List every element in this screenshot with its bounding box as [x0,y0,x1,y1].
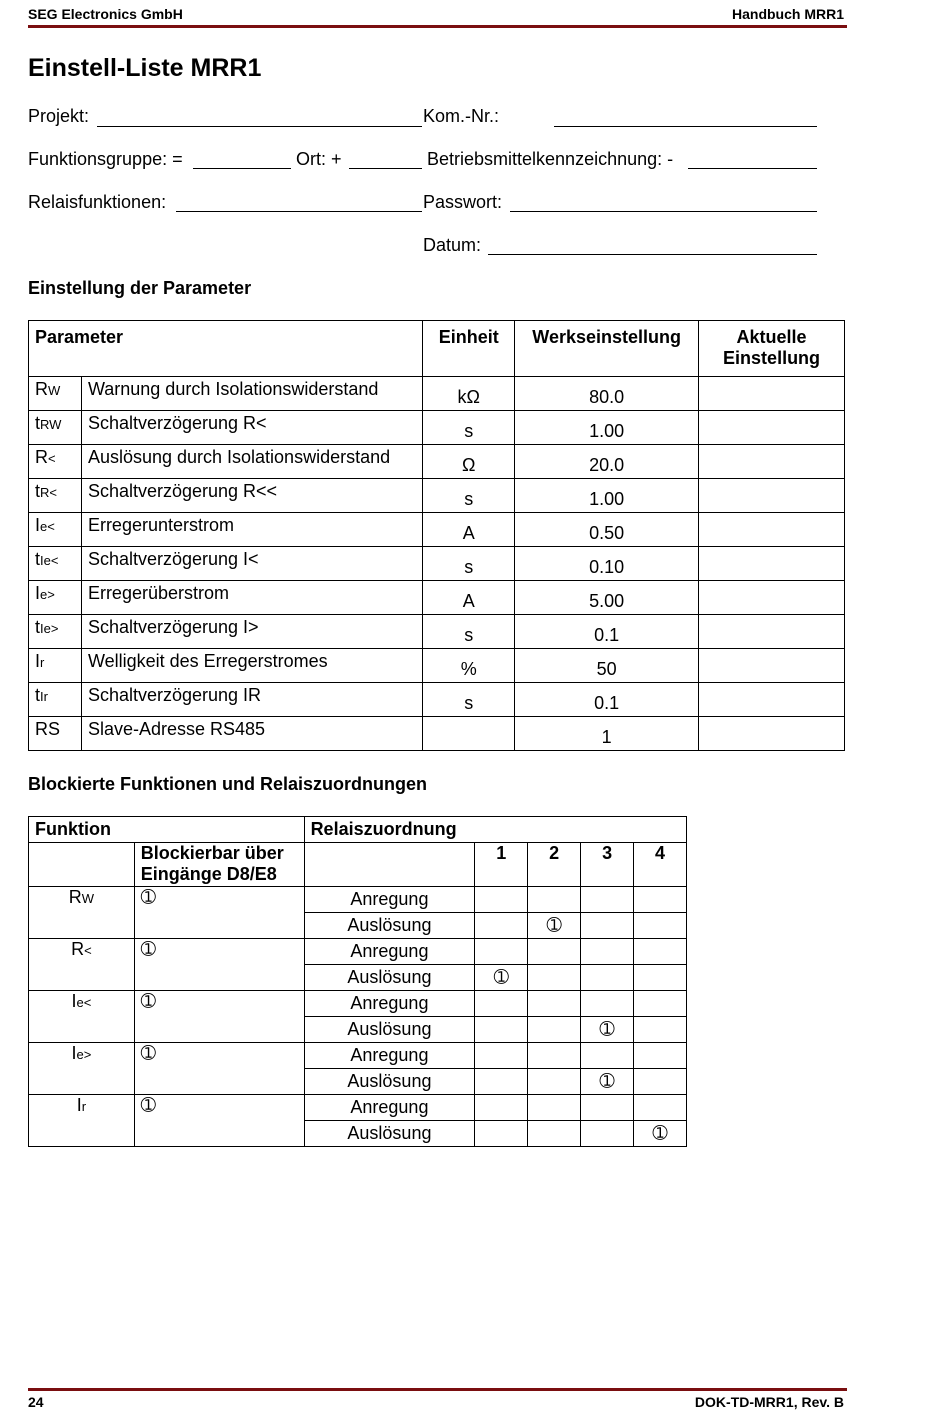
relaisfunktionen-field[interactable] [176,211,422,212]
param-symbol: RS [29,717,82,751]
param-description: Schaltverzögerung I< [81,547,422,581]
relay-event-auslosung: Auslösung [304,913,475,939]
relay-cell-4[interactable] [634,1017,687,1043]
blockable-mark: ➀ [134,1043,304,1095]
relay-cell-2[interactable] [528,1017,581,1043]
relay-cell-1[interactable] [475,887,528,913]
col-header-blockierbar: Blockierbar über Eingänge D8/E8 [134,843,304,887]
datum-label: Datum: [423,235,482,255]
relay-event-anregung: Anregung [304,887,475,913]
relay-cell-1[interactable] [475,991,528,1017]
relay-event-auslosung: Auslösung [304,965,475,991]
relay-cell-2[interactable] [528,1121,581,1147]
col-header-aktuelle: Aktuelle Einstellung [699,321,845,377]
relay-number-4: 4 [634,843,687,887]
param-unit: kΩ [423,377,515,411]
relay-event-anregung: Anregung [304,991,475,1017]
relay-event-anregung: Anregung [304,1043,475,1069]
relay-cell-2[interactable] [528,965,581,991]
relay-event-auslosung: Auslösung [304,1121,475,1147]
param-unit: s [423,547,515,581]
param-current-value[interactable] [699,683,845,717]
param-symbol: tIr [29,683,82,717]
param-current-value[interactable] [699,547,845,581]
relay-cell-2[interactable]: ➀ [528,913,581,939]
relay-cell-3[interactable]: ➀ [581,1017,634,1043]
relay-cell-1[interactable] [475,913,528,939]
param-current-value[interactable] [699,513,845,547]
relay-cell-1[interactable]: ➀ [475,965,528,991]
table-row [29,717,845,751]
blockable-mark: ➀ [134,887,304,939]
relay-cell-3[interactable] [581,1095,634,1121]
param-description: Schaltverzögerung R<< [81,479,422,513]
relay-cell-3[interactable] [581,1121,634,1147]
header-manual: Handbuch MRR1 [732,6,844,22]
param-description: Schaltverzögerung I> [81,615,422,649]
table-row [29,991,687,1017]
relay-event-auslosung: Auslösung [304,1069,475,1095]
relay-cell-4[interactable] [634,991,687,1017]
param-default: 5.00 [515,581,699,615]
relay-cell-4[interactable]: ➀ [634,1121,687,1147]
passwort-label: Passwort: [423,192,503,212]
betriebsmittel-field[interactable] [688,168,817,169]
function-symbol: RW [29,887,135,939]
param-default: 80.0 [515,377,699,411]
datum-field[interactable] [488,254,817,255]
relay-cell-1[interactable] [475,1121,528,1147]
relay-cell-3[interactable]: ➀ [581,1069,634,1095]
param-default: 0.1 [515,615,699,649]
col-header-funktion: Funktion [29,817,305,843]
param-current-value[interactable] [699,479,845,513]
param-default: 0.1 [515,683,699,717]
param-symbol: tRW [29,411,82,445]
function-symbol: R< [29,939,135,991]
relay-cell-3[interactable] [581,1043,634,1069]
param-description: Erregerüberstrom [81,581,422,615]
table-row [29,445,845,479]
param-description: Schaltverzögerung IR [81,683,422,717]
param-symbol: RW [29,377,82,411]
relay-cell-4[interactable] [634,939,687,965]
header-company: SEG Electronics GmbH [28,6,183,22]
relay-number-2: 2 [528,843,581,887]
param-unit: % [423,649,515,683]
param-description: Warnung durch Isolationswiderstand [81,377,422,411]
relay-cell-3[interactable] [581,965,634,991]
param-default: 50 [515,649,699,683]
relay-cell-4[interactable] [634,887,687,913]
param-description: Auslösung durch Isolationswiderstand [81,445,422,479]
param-default: 0.10 [515,547,699,581]
relay-event-anregung: Anregung [304,1095,475,1121]
param-current-value[interactable] [699,649,845,683]
col-header-relaiszuordnung: Relaiszuordnung [304,817,686,843]
table-row [29,939,687,965]
relay-number-1: 1 [475,843,528,887]
param-unit: A [423,581,515,615]
param-unit: s [423,683,515,717]
param-current-value[interactable] [699,411,845,445]
parameter-table [28,320,845,751]
table-row [29,513,845,547]
relay-cell-3[interactable] [581,887,634,913]
function-symbol: Ir [29,1095,135,1147]
relay-cell-1[interactable] [475,1095,528,1121]
param-default: 20.0 [515,445,699,479]
relaisfunktionen-label: Relaisfunktionen: [28,192,167,212]
blockable-mark: ➀ [134,1095,304,1147]
param-unit: A [423,513,515,547]
table-row [29,479,845,513]
param-default: 1 [515,717,699,751]
param-symbol: tR< [29,479,82,513]
relay-cell-4[interactable] [634,1095,687,1121]
header-rule [28,25,847,28]
param-symbol: Ie< [29,513,82,547]
table-row [29,411,845,445]
param-unit [423,717,515,751]
relay-cell-1[interactable] [475,939,528,965]
projekt-label: Projekt: [28,106,90,126]
footer-doc-id: DOK-TD-MRR1, Rev. B [694,1394,844,1410]
relay-cell-4[interactable] [634,1069,687,1095]
param-default: 1.00 [515,479,699,513]
col-header-parameter: Parameter [29,321,423,377]
param-current-value[interactable] [699,717,845,751]
param-description: Schaltverzögerung R< [81,411,422,445]
kom-nr-label: Kom.-Nr.: [423,106,500,126]
table-row [29,547,845,581]
col-header-einheit: Einheit [423,321,515,377]
col-header-werkseinstellung: Werkseinstellung [515,321,699,377]
ort-field[interactable] [349,168,422,169]
kom-nr-field[interactable] [554,126,817,127]
relay-event-auslosung: Auslösung [304,1017,475,1043]
footer-page-number: 24 [28,1394,44,1410]
relay-cell-1[interactable] [475,1043,528,1069]
blockable-mark: ➀ [134,991,304,1043]
param-current-value[interactable] [699,377,845,411]
section-title-parameters: Einstellung der Parameter [28,278,252,298]
param-default: 1.00 [515,411,699,445]
footer-rule [28,1388,847,1391]
relay-cell-2[interactable] [528,1095,581,1121]
table-row [29,615,845,649]
ort-label: Ort: + [296,149,342,169]
relay-cell-2[interactable] [528,1043,581,1069]
relay-cell-1[interactable] [475,1069,528,1095]
table-row [29,1095,687,1121]
relay-cell-3[interactable] [581,939,634,965]
table-row [29,683,845,717]
param-description: Slave-Adresse RS485 [81,717,422,751]
funktionsgruppe-label: Funktionsgruppe: = [28,149,183,169]
page-title: Einstell-Liste MRR1 [28,54,262,82]
relay-cell-4[interactable] [634,965,687,991]
blockable-mark: ➀ [134,939,304,991]
table-row [29,581,845,615]
projekt-field[interactable] [97,126,422,127]
function-symbol: Ie> [29,1043,135,1095]
param-description: Welligkeit des Erregerstromes [81,649,422,683]
param-symbol: tIe> [29,615,82,649]
param-current-value[interactable] [699,581,845,615]
param-current-value[interactable] [699,445,845,479]
table-row [29,377,845,411]
param-symbol: Ie> [29,581,82,615]
relay-cell-2[interactable] [528,939,581,965]
param-symbol: Ir [29,649,82,683]
function-symbol: Ie< [29,991,135,1043]
blocking-table [28,816,687,1147]
relay-cell-2[interactable] [528,887,581,913]
relay-event-anregung: Anregung [304,939,475,965]
param-unit: s [423,615,515,649]
relay-cell-4[interactable] [634,913,687,939]
table-row [29,649,845,683]
param-unit: Ω [423,445,515,479]
param-description: Erregerunterstrom [81,513,422,547]
table-row [29,887,687,913]
param-symbol: tIe< [29,547,82,581]
betriebsmittel-label: Betriebsmittelkennzeichnung: - [427,149,674,169]
param-unit: s [423,479,515,513]
table-row [29,1043,687,1069]
section-title-blocked: Blockierte Funktionen und Relaiszuordnungen [28,774,428,794]
funktionsgruppe-field[interactable] [193,168,291,169]
relay-cell-1[interactable] [475,1017,528,1043]
param-symbol: R< [29,445,82,479]
relay-cell-3[interactable] [581,913,634,939]
relay-cell-4[interactable] [634,1043,687,1069]
param-unit: s [423,411,515,445]
param-current-value[interactable] [699,615,845,649]
relay-cell-3[interactable] [581,991,634,1017]
relay-number-3: 3 [581,843,634,887]
param-default: 0.50 [515,513,699,547]
passwort-field[interactable] [510,211,817,212]
relay-cell-2[interactable] [528,991,581,1017]
relay-cell-2[interactable] [528,1069,581,1095]
